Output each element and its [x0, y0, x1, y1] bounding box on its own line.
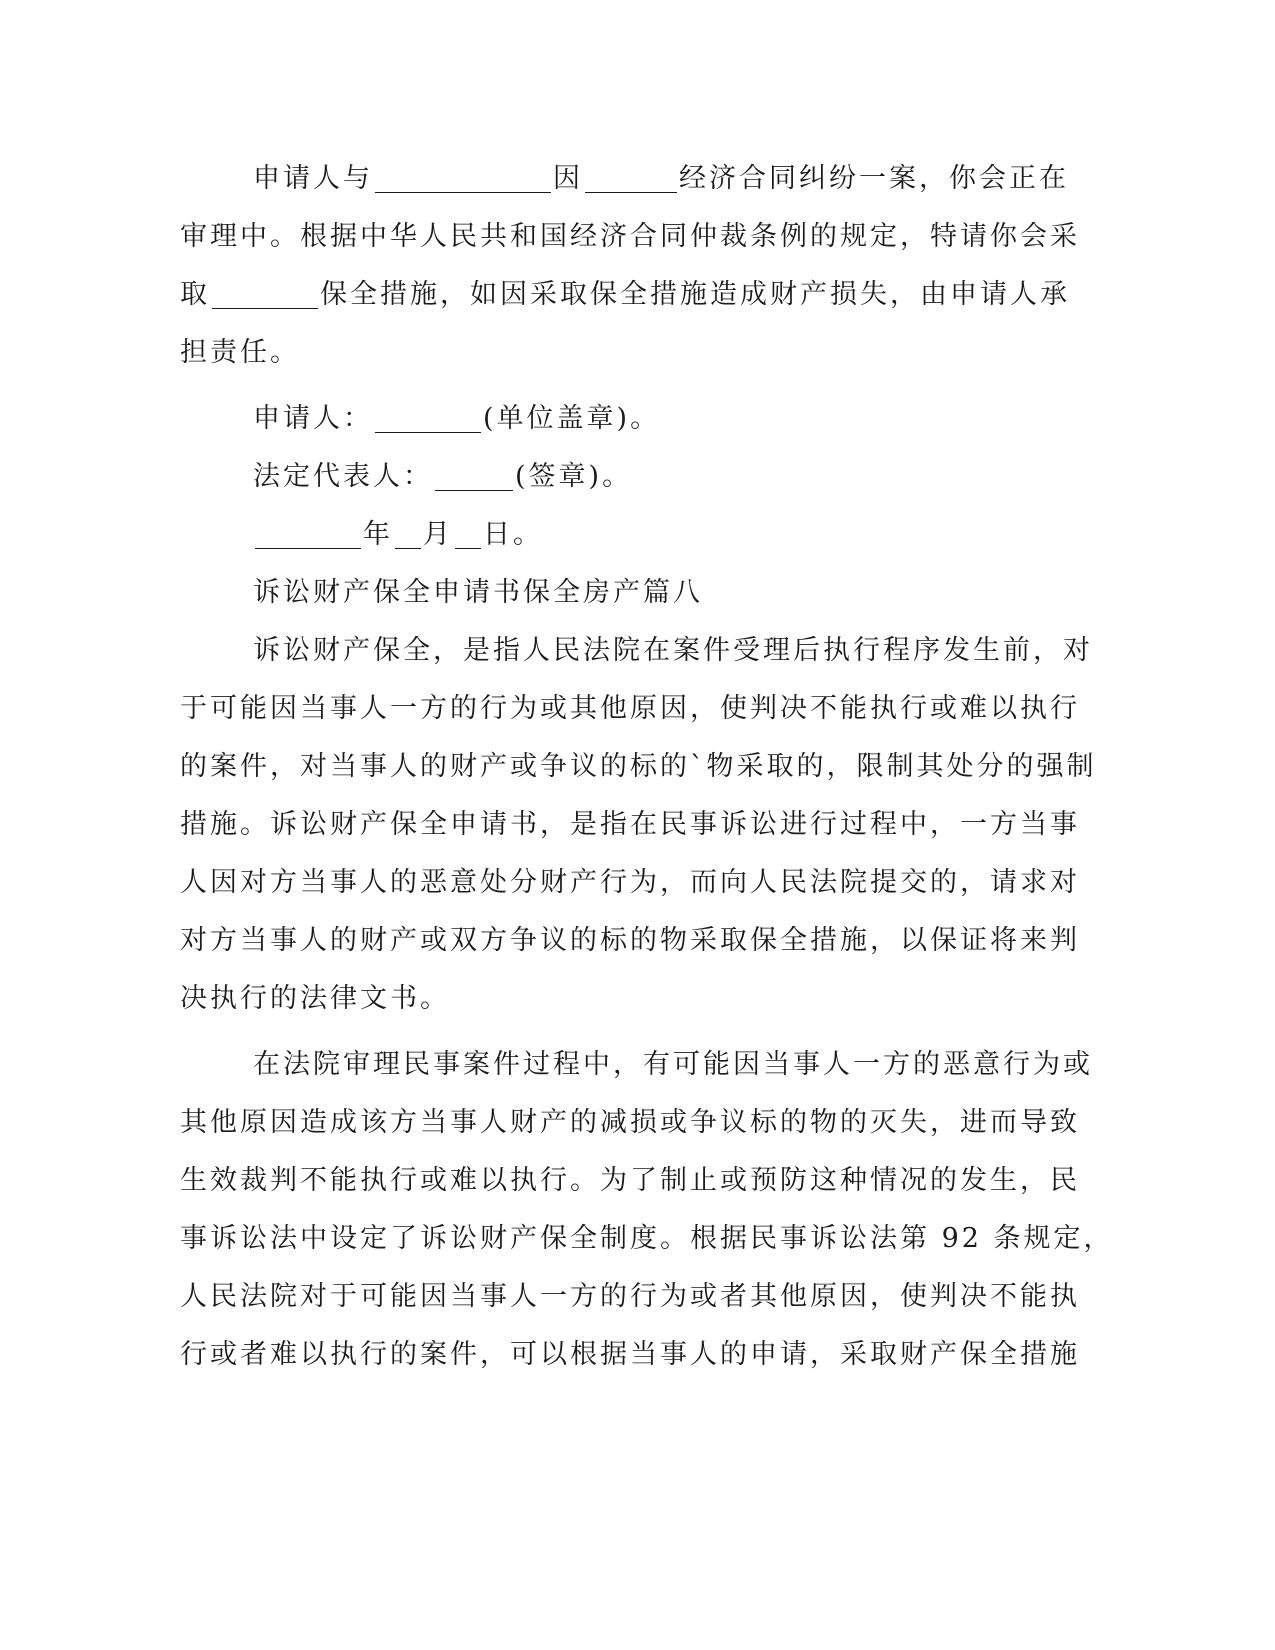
year-label: 年 [363, 519, 393, 550]
paragraph-line: 措施。诉讼财产保全申请书，是指在民事诉讼进行过程中，一方当事 [180, 809, 1080, 840]
paragraph-line: 的案件，对当事人的财产或争议的标的`物采取的，限制其处分的强制 [180, 751, 1097, 782]
paragraph-line: 诉讼财产保全，是指人民法院在案件受理后执行程序发生前，对 [253, 635, 1093, 666]
legal-rep-line [180, 448, 1030, 506]
paragraph [180, 1036, 1114, 1384]
legal-rep-blank [435, 460, 513, 491]
date-line [180, 506, 1030, 564]
paragraph-line: 其他原因造成该方当事人财产的减损或争议标的物的灭失，进而导致 [180, 1107, 1080, 1138]
paragraph-line: 生效裁判不能执行或难以执行。为了制止或预防这种情况的发生，民 [180, 1165, 1080, 1196]
paragraph-line: 人因对方当事人的恶意处分财产行为，而向人民法院提交的，请求对 [180, 867, 1080, 898]
section-heading: 诉讼财产保全申请书保全房产篇八 [253, 577, 703, 608]
applicant-blank [375, 402, 481, 433]
seal-note: (单位盖章)。 [483, 403, 661, 434]
month-blank [395, 518, 421, 549]
paragraph-line: 决执行的法律文书。 [180, 983, 450, 1014]
text-run: 经济合同纠纷一案，你会正在 [679, 163, 1069, 194]
paragraph-line [180, 150, 1069, 208]
text-run: 取 [180, 279, 210, 310]
text-run: 保全措施，如因采取保全措施造成财产损失，由申请人承 [320, 279, 1070, 310]
document-body [180, 150, 1114, 1384]
year-blank [255, 518, 361, 549]
paragraph-line: 事诉讼法中设定了诉讼财产保全制度。根据民事诉讼法第 92 条规定， [180, 1223, 1114, 1254]
fill-blank [212, 278, 318, 309]
applicant-line [180, 390, 1030, 448]
month-label: 月 [423, 519, 453, 550]
paragraph-line: 审理中。根据中华人民共和国经济合同仲裁条例的规定，特请你会采 [180, 221, 1080, 252]
paragraph-line: 对方当事人的财产或双方争议的标的物采取保全措施，以保证将来判 [180, 925, 1080, 956]
paragraph-line: 行或者难以执行的案件，可以根据当事人的申请，采取财产保全措施 [180, 1339, 1080, 1370]
fill-blank [375, 162, 551, 193]
day-label: 日。 [483, 519, 543, 550]
fill-blank [585, 162, 677, 193]
paragraph-line: 在法院审理民事案件过程中，有可能因当事人一方的恶意行为或 [253, 1049, 1093, 1080]
paragraph-line [180, 266, 1070, 324]
applicant-label: 申请人： [253, 403, 373, 434]
signature-note: (签章)。 [515, 461, 633, 492]
day-blank [455, 518, 481, 549]
paragraph [180, 622, 1097, 1028]
paragraph-line: 人民法院对于可能因当事人一方的行为或者其他原因，使判决不能执 [180, 1281, 1080, 1312]
paragraph-line: 担责任。 [180, 337, 300, 368]
text-run: 因 [553, 163, 583, 194]
legal-rep-label: 法定代表人： [253, 461, 433, 492]
text-run: 申请人与 [253, 163, 373, 194]
paragraph-line: 于可能因当事人一方的行为或其他原因，使判决不能执行或难以执行 [180, 693, 1080, 724]
